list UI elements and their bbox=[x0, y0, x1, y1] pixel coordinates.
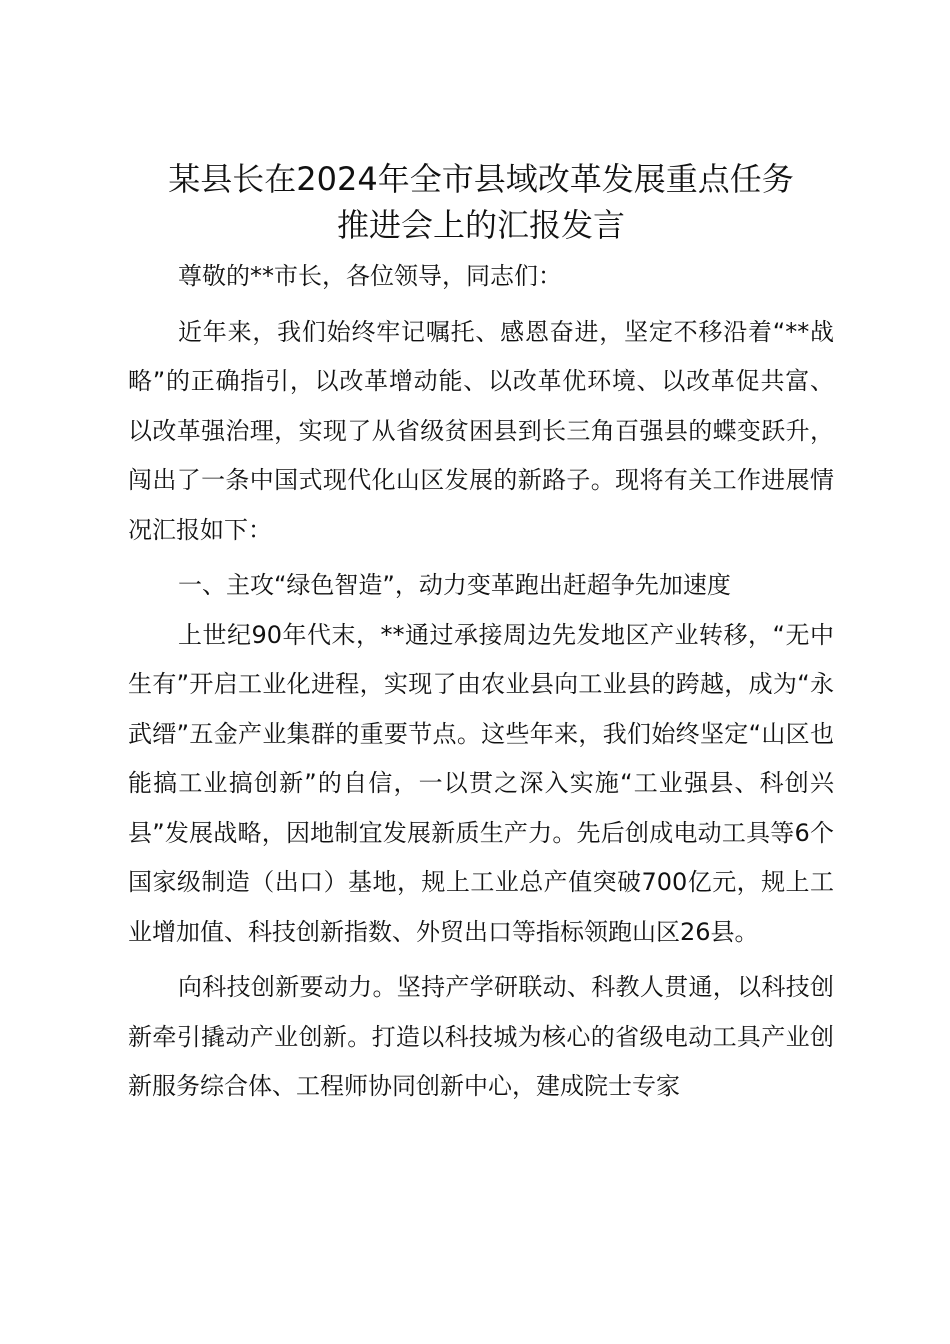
body-paragraph: 向科技创新要动力。坚持产学研联动、科教人贯通，以科技创新牵引撬动产业创新。打造以科技城为核心的省级电动工具产业创新服务综合体、工程师协同创新中心，建成院士专家 bbox=[128, 973, 834, 1100]
section-heading-1: 一、主攻“绿色智造”，动力变革跑出赶超争先加速度 bbox=[178, 571, 731, 599]
title-line-2: 推进会上的汇报发言 bbox=[336, 206, 625, 244]
document-title bbox=[128, 156, 834, 248]
salutation: 尊敬的**市长，各位领导，同志们： bbox=[178, 262, 562, 290]
body-paragraph: 上世纪90年代末，**通过承接周边先发地区产业转移，“无中生有”开启工业化进程，实现了由农业县向工业县的跨越，成为“永武缙”五金产业集群的重要节点。这些年来，我们始终坚定“山区也能搞工业搞创新”的自信，一以贯之深入实施“工业强县、科创兴县”发展战略，因地制宜发展新质生产力。先后创成电动工具等6个国家级制造（出口）基地，规上工业总产值突破700亿元，规上工业增加值、科技创新指数、外贸出口等指标领跑山区26县。 bbox=[128, 620, 834, 946]
document-page bbox=[128, 156, 848, 1112]
intro-paragraph: 近年来，我们始终牢记嘱托、感恩奋进，坚定不移沿着“**战略”的正确指引，以改革增动能、以改革优环境、以改革促共富、以改革强治理，实现了从省级贫困县到长三角百强县的蝶变跃升，闯出了一条中国式现代化山区发展的新路子。现将有关工作进展情况汇报如下： bbox=[128, 317, 834, 544]
title-line-1: 某县长在2024年全市县域改革发展重点任务 bbox=[168, 160, 794, 198]
